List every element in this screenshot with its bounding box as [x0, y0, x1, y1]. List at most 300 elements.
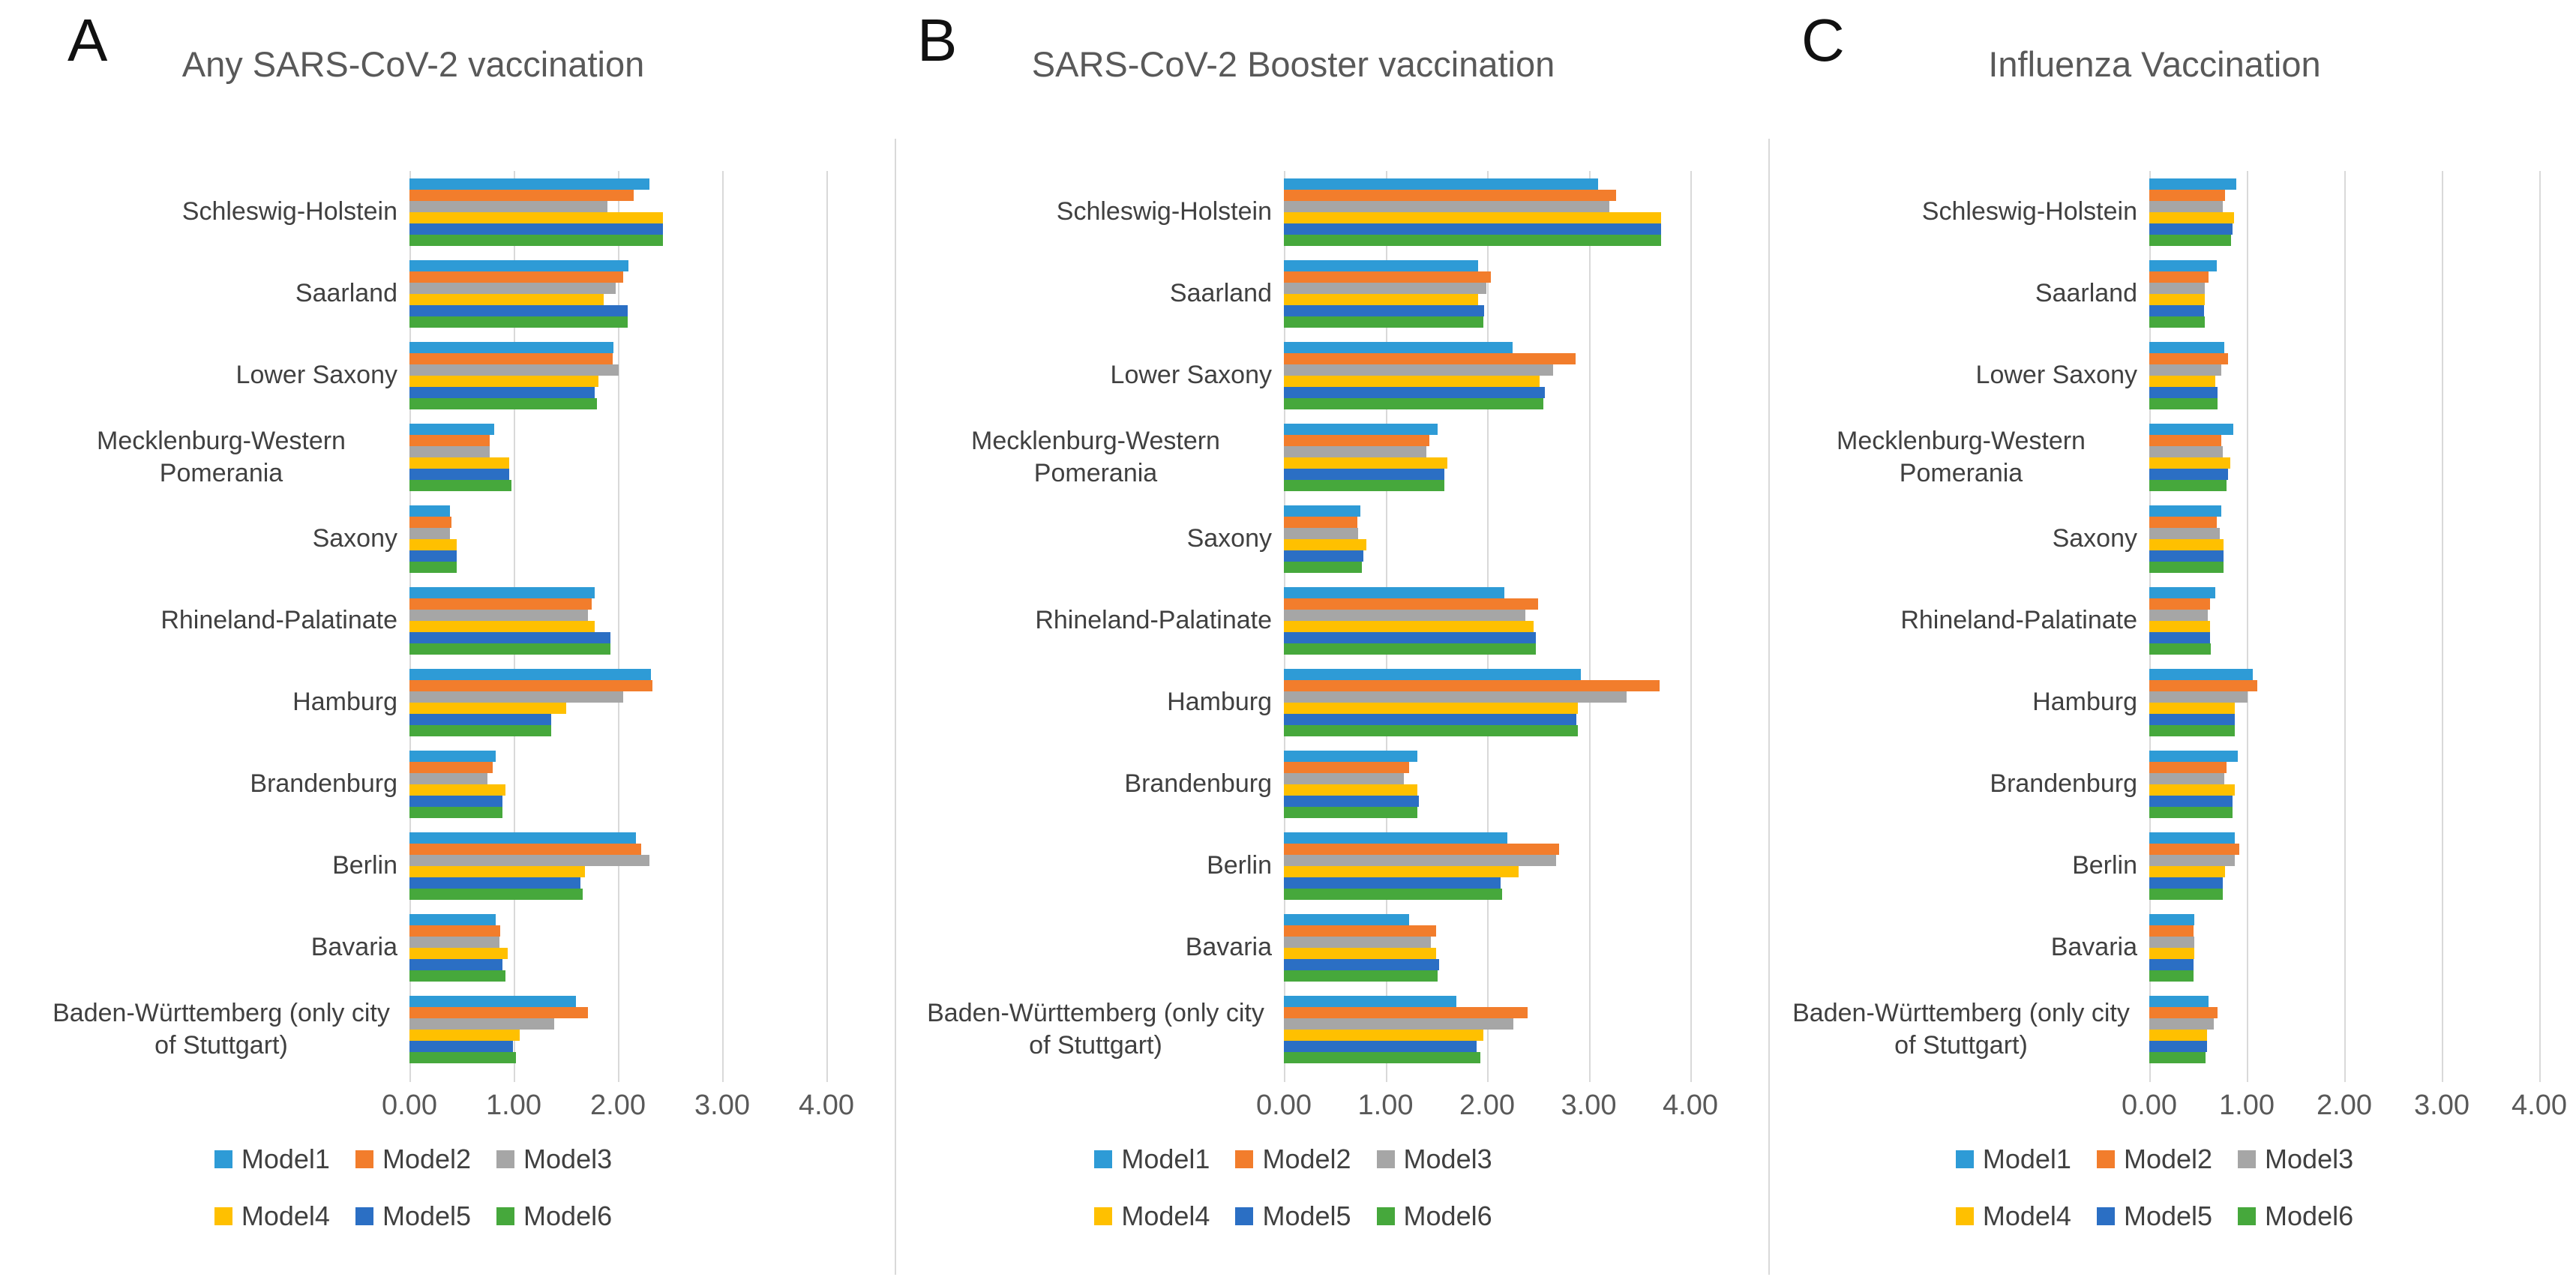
bar-model5	[1284, 714, 1576, 725]
bar-group	[1284, 334, 1690, 416]
legend-item	[2097, 1201, 2212, 1232]
legend-label: Model5	[382, 1201, 472, 1231]
axis-tick-mark	[1690, 1070, 1692, 1082]
bar-model3	[1284, 610, 1525, 621]
bar-model5	[409, 1041, 513, 1052]
category-label	[1770, 743, 2149, 825]
axis-tick-mark	[1487, 1070, 1489, 1082]
legend-label: Model3	[1403, 1144, 1492, 1174]
bar-model4	[409, 457, 509, 469]
bar-model4	[409, 212, 663, 223]
legend-swatch	[496, 1150, 514, 1168]
bar-model5	[1284, 387, 1545, 398]
bar-model3	[2149, 937, 2194, 948]
bar-model4	[1284, 212, 1661, 223]
bar-model6	[1284, 889, 1502, 900]
legend-item	[1956, 1201, 2071, 1232]
bar-model3	[1284, 364, 1553, 376]
bar-model6	[2149, 643, 2211, 655]
legend-label: Model6	[523, 1201, 613, 1231]
bar-model3	[409, 937, 499, 948]
bar-model4	[409, 1030, 520, 1041]
bar-model6	[409, 480, 511, 491]
panel-letter-c: C	[1801, 7, 1845, 73]
bar-model1	[409, 424, 494, 435]
axis-tick-label: 1.00	[1357, 1090, 1414, 1121]
legend-row	[214, 1201, 612, 1232]
legend-label: Model1	[1982, 1144, 2071, 1174]
bar-model6	[409, 643, 610, 655]
category-label-text: Rhineland-Palatinate	[1035, 606, 1272, 635]
legend-swatch	[496, 1207, 514, 1225]
chart-title-b: SARS-CoV-2 Booster vaccination	[1031, 44, 1555, 84]
category-label	[0, 416, 409, 498]
bar-model3	[1284, 528, 1358, 539]
bar-model1	[1284, 751, 1417, 762]
bar-model5	[2149, 1041, 2207, 1052]
bar-model3	[2149, 1018, 2214, 1030]
bar-model4	[1284, 294, 1478, 305]
legend-swatch	[2097, 1150, 2115, 1168]
bar-group	[2149, 171, 2539, 253]
bar-model5	[2149, 387, 2218, 398]
bar-model2	[1284, 1007, 1528, 1018]
bar-model4	[1284, 948, 1436, 959]
bar-group	[2149, 743, 2539, 825]
legend-swatch	[2097, 1207, 2115, 1225]
bar-model5	[1284, 796, 1419, 807]
category-label	[896, 661, 1284, 743]
legend-item	[1956, 1144, 2071, 1175]
category-label-text: Brandenburg	[250, 769, 397, 799]
bar-model6	[2149, 562, 2224, 573]
bar-model4	[1284, 621, 1534, 632]
bar-model6	[409, 398, 597, 409]
axis-tick-label: 1.00	[2219, 1090, 2275, 1121]
bar-model4	[2149, 621, 2210, 632]
legend-swatch	[1377, 1150, 1395, 1168]
bar-model1	[2149, 914, 2194, 925]
category-label	[896, 416, 1284, 498]
bar-model5	[409, 877, 580, 889]
bar-model6	[409, 1052, 516, 1063]
bar-model2	[409, 925, 500, 937]
legend-item	[1377, 1144, 1492, 1175]
bar-group	[409, 988, 826, 1070]
axis-tick-label: 4.00	[2512, 1090, 2567, 1121]
bar-model5	[1284, 632, 1536, 643]
legend-label: Model2	[382, 1144, 472, 1174]
bar-model6	[409, 316, 628, 328]
bar-model2	[2149, 598, 2210, 610]
bar-model5	[409, 223, 663, 235]
bar-model1	[409, 751, 496, 762]
bar-model3	[1284, 1018, 1513, 1030]
bar-model2	[409, 598, 592, 610]
axis-tick-mark	[2442, 1070, 2443, 1082]
bar-model6	[2149, 398, 2218, 409]
bar-model4	[1284, 376, 1540, 387]
bar-group	[1284, 498, 1690, 580]
panel-letter-a: A	[67, 7, 108, 73]
bar-model4	[409, 784, 505, 796]
bar-model1	[1284, 669, 1581, 680]
category-label	[1770, 988, 2149, 1070]
axis-tick-mark	[2344, 1070, 2346, 1082]
bar-group	[2149, 661, 2539, 743]
bar-model1	[1284, 587, 1504, 598]
bar-model3	[2149, 610, 2208, 621]
bar-model3	[409, 610, 588, 621]
axis-tick-mark	[409, 1070, 411, 1082]
category-label-text: Mecklenburg-Western Pomerania	[971, 427, 1220, 487]
category-label-text: Saarland	[2035, 279, 2137, 308]
axis-tick-mark	[722, 1070, 724, 1082]
category-label-text: Mecklenburg-Western Pomerania	[97, 427, 346, 487]
bar-group	[2149, 580, 2539, 661]
bar-model4	[1284, 539, 1366, 550]
legend-label: Model2	[1262, 1144, 1351, 1174]
bar-model5	[1284, 469, 1444, 480]
category-label	[1770, 825, 2149, 907]
bar-model6	[409, 725, 551, 736]
axis-tick-mark	[1589, 1070, 1591, 1082]
bar-model2	[2149, 517, 2217, 528]
bar-model1	[2149, 832, 2235, 844]
legend-item	[2238, 1201, 2353, 1232]
gridline	[826, 171, 828, 1070]
bar-model4	[1284, 457, 1447, 469]
bar-group	[2149, 416, 2539, 498]
bar-model2	[2149, 925, 2194, 937]
bar-model3	[2149, 691, 2248, 703]
legend-swatch	[1094, 1207, 1112, 1225]
bar-model1	[409, 832, 636, 844]
bar-model3	[1284, 773, 1404, 784]
bar-model3	[409, 528, 450, 539]
bar-model2	[409, 762, 493, 773]
category-label	[0, 988, 409, 1070]
bar-model3	[409, 201, 607, 212]
legend-item	[214, 1144, 330, 1175]
legend-label: Model4	[1982, 1201, 2071, 1231]
bar-model5	[409, 632, 610, 643]
bar-model1	[1284, 914, 1409, 925]
bar-model5	[409, 796, 502, 807]
bar-model1	[409, 996, 576, 1007]
category-label-text: Saarland	[295, 279, 397, 308]
category-label	[1770, 907, 2149, 988]
panel-a	[0, 0, 896, 1286]
bar-model5	[409, 305, 628, 316]
legend-item	[496, 1144, 612, 1175]
legend-item	[2097, 1144, 2212, 1175]
category-label-text: Rhineland-Palatinate	[160, 606, 397, 635]
category-label	[0, 743, 409, 825]
bar-model6	[2149, 725, 2235, 736]
bar-model4	[2149, 866, 2225, 877]
bar-group	[1284, 171, 1690, 253]
axis-tick-label: 0.00	[2122, 1090, 2177, 1121]
bar-model2	[1284, 353, 1576, 364]
bar-model4	[409, 948, 508, 959]
panel-a-header	[0, 0, 826, 171]
category-label-text: Mecklenburg-Western Pomerania	[1837, 427, 2086, 487]
chart-area-c	[1770, 171, 2567, 1124]
legend-item	[1235, 1144, 1351, 1175]
category-label-text: Baden-Württemberg (only city of Stuttgart)	[1792, 999, 2130, 1060]
bar-model2	[2149, 844, 2239, 855]
category-label	[1770, 334, 2149, 416]
category-label-text: Saxony	[2052, 524, 2137, 553]
bar-model5	[409, 387, 595, 398]
bar-model2	[1284, 517, 1357, 528]
axis-tick-mark	[514, 1070, 515, 1082]
bar-model3	[409, 446, 490, 457]
bar-model6	[2149, 1052, 2206, 1063]
category-label	[1770, 171, 2149, 253]
bar-model4	[1284, 866, 1519, 877]
bar-group	[409, 416, 826, 498]
category-label	[0, 661, 409, 743]
bar-model6	[409, 970, 505, 982]
bar-model1	[1284, 505, 1360, 517]
bar-model5	[2149, 714, 2235, 725]
bar-group	[409, 907, 826, 988]
bar-group	[2149, 334, 2539, 416]
bar-model5	[2149, 796, 2233, 807]
axis-tick-label: 3.00	[2414, 1090, 2470, 1121]
bar-model4	[409, 621, 595, 632]
category-label	[896, 253, 1284, 334]
bar-model6	[2149, 807, 2233, 818]
panel-b-header	[896, 0, 1690, 171]
bar-group	[2149, 498, 2539, 580]
legend-swatch	[1956, 1207, 1974, 1225]
bar-model3	[1284, 691, 1627, 703]
bar-model2	[2149, 190, 2225, 201]
legend-label: Model5	[2123, 1201, 2213, 1231]
bar-model6	[409, 562, 457, 573]
bar-model3	[2149, 364, 2221, 376]
category-label-text: Schleswig-Holstein	[181, 197, 397, 226]
bar-model4	[1284, 1030, 1483, 1041]
bar-group	[2149, 253, 2539, 334]
bar-group	[1284, 988, 1690, 1070]
bar-model5	[1284, 305, 1484, 316]
bar-model2	[409, 435, 490, 446]
chart-title-c: Influenza Vaccination	[1988, 44, 2321, 84]
axis-tick-label: 0.00	[382, 1090, 437, 1121]
category-label	[896, 171, 1284, 253]
bar-model1	[409, 587, 595, 598]
category-label-text: Bavaria	[310, 933, 397, 962]
bar-model2	[409, 517, 451, 528]
bar-model5	[409, 959, 502, 970]
bar-model5	[2149, 223, 2233, 235]
bar-model5	[1284, 959, 1439, 970]
category-label-text: Baden-Württemberg (only city of Stuttgart)	[927, 999, 1264, 1060]
category-label	[896, 743, 1284, 825]
legend-item	[214, 1201, 330, 1232]
bar-model5	[409, 550, 457, 562]
bar-model1	[2149, 424, 2233, 435]
bar-model5	[2149, 305, 2204, 316]
axis-tick-label: 4.00	[799, 1090, 854, 1121]
category-label	[896, 498, 1284, 580]
bar-group	[409, 580, 826, 661]
bar-model2	[409, 190, 634, 201]
legend-item	[1377, 1201, 1492, 1232]
bar-group	[1284, 907, 1690, 988]
legend-item	[496, 1201, 612, 1232]
legend-swatch	[1956, 1150, 1974, 1168]
legend-label: Model1	[1121, 1144, 1210, 1174]
legend-swatch	[1094, 1150, 1112, 1168]
bar-model6	[409, 889, 583, 900]
bar-model1	[1284, 178, 1598, 190]
legend-swatch	[2238, 1207, 2256, 1225]
bar-group	[409, 661, 826, 743]
category-label	[0, 580, 409, 661]
category-label-text: Lower Saxony	[1975, 361, 2137, 390]
bar-model1	[1284, 424, 1438, 435]
bar-model6	[409, 235, 663, 246]
bar-model2	[2149, 353, 2228, 364]
category-label-text: Hamburg	[292, 688, 397, 717]
chart-area-a	[0, 171, 854, 1124]
bar-group	[1284, 580, 1690, 661]
bar-model4	[409, 703, 566, 714]
bar-model2	[409, 1007, 588, 1018]
legend-item	[1094, 1144, 1210, 1175]
bar-model4	[2149, 1030, 2207, 1041]
category-label	[896, 825, 1284, 907]
axis-tick-label: 2.00	[2317, 1090, 2372, 1121]
axis-tick-mark	[1386, 1070, 1387, 1082]
legend-label: Model5	[1262, 1201, 1351, 1231]
category-label	[896, 580, 1284, 661]
legend-row	[1094, 1144, 1492, 1175]
gridline	[2539, 171, 2541, 1070]
bar-group	[2149, 825, 2539, 907]
bar-model1	[2149, 342, 2224, 353]
bar-model1	[2149, 505, 2221, 517]
category-label	[896, 334, 1284, 416]
bar-group	[409, 171, 826, 253]
bar-model3	[409, 364, 619, 376]
bar-model4	[1284, 703, 1578, 714]
bar-model2	[409, 353, 613, 364]
axis-tick-label: 2.00	[590, 1090, 646, 1121]
bar-model3	[1284, 855, 1556, 866]
bar-model2	[2149, 680, 2257, 691]
bar-model2	[409, 844, 641, 855]
legend-a	[0, 1144, 826, 1232]
bar-model3	[1284, 201, 1609, 212]
bar-group	[2149, 988, 2539, 1070]
chart-title-a: Any SARS-CoV-2 vaccination	[181, 44, 645, 84]
category-label	[896, 988, 1284, 1070]
legend-swatch	[355, 1150, 373, 1168]
bar-group	[409, 498, 826, 580]
legend-label: Model3	[523, 1144, 613, 1174]
bar-model2	[2149, 271, 2209, 283]
bar-model2	[1284, 925, 1436, 937]
bar-model4	[2149, 294, 2205, 305]
bar-model6	[2149, 480, 2227, 491]
category-label	[1770, 416, 2149, 498]
panel-c-header	[1770, 0, 2539, 171]
legend-label: Model2	[2123, 1144, 2213, 1174]
bar-model4	[2149, 703, 2235, 714]
legend-row	[214, 1144, 612, 1175]
bar-model2	[1284, 190, 1616, 201]
category-label-text: Brandenburg	[1124, 769, 1272, 799]
bar-model3	[2149, 855, 2235, 866]
bar-model1	[2149, 260, 2217, 271]
bar-model3	[1284, 446, 1426, 457]
bar-model4	[409, 294, 604, 305]
bar-model6	[1284, 398, 1543, 409]
category-label	[0, 334, 409, 416]
bar-model2	[1284, 598, 1538, 610]
bar-model1	[409, 914, 496, 925]
bar-model3	[2149, 446, 2223, 457]
bar-model6	[2149, 970, 2194, 982]
category-label	[1770, 661, 2149, 743]
bar-model3	[2149, 528, 2220, 539]
category-label-text: Saarland	[1169, 279, 1272, 308]
legend-item	[2238, 1144, 2353, 1175]
bar-model2	[1284, 762, 1409, 773]
category-label	[0, 907, 409, 988]
bar-model1	[1284, 996, 1456, 1007]
bar-model4	[2149, 457, 2230, 469]
bar-model3	[409, 1018, 554, 1030]
panel-letter-b: B	[917, 7, 958, 73]
legend-label: Model3	[2265, 1144, 2354, 1174]
category-label	[1770, 580, 2149, 661]
category-label-text: Hamburg	[2032, 688, 2137, 717]
bar-model1	[409, 505, 450, 517]
bar-model3	[409, 855, 649, 866]
bar-model2	[1284, 844, 1559, 855]
bar-model1	[1284, 260, 1478, 271]
bar-model6	[1284, 725, 1578, 736]
bar-group	[1284, 416, 1690, 498]
bar-model6	[1284, 970, 1438, 982]
bar-model3	[409, 283, 616, 294]
bar-model1	[2149, 587, 2215, 598]
bar-model6	[1284, 235, 1661, 246]
bar-model6	[1284, 562, 1362, 573]
axis-tick-label: 2.00	[1459, 1090, 1515, 1121]
bar-model6	[1284, 807, 1417, 818]
axis-tick-label: 4.00	[1663, 1090, 1718, 1121]
bar-model6	[2149, 235, 2231, 246]
legend-row	[1956, 1201, 2353, 1232]
legend-item	[355, 1201, 471, 1232]
bar-model1	[409, 669, 651, 680]
bar-model1	[2149, 669, 2253, 680]
legend-row	[1094, 1201, 1492, 1232]
category-label	[896, 907, 1284, 988]
axis-tick-mark	[2247, 1070, 2248, 1082]
bar-model4	[409, 376, 598, 387]
axis-tick-mark	[1284, 1070, 1285, 1082]
category-label-text: Schleswig-Holstein	[1056, 197, 1272, 226]
